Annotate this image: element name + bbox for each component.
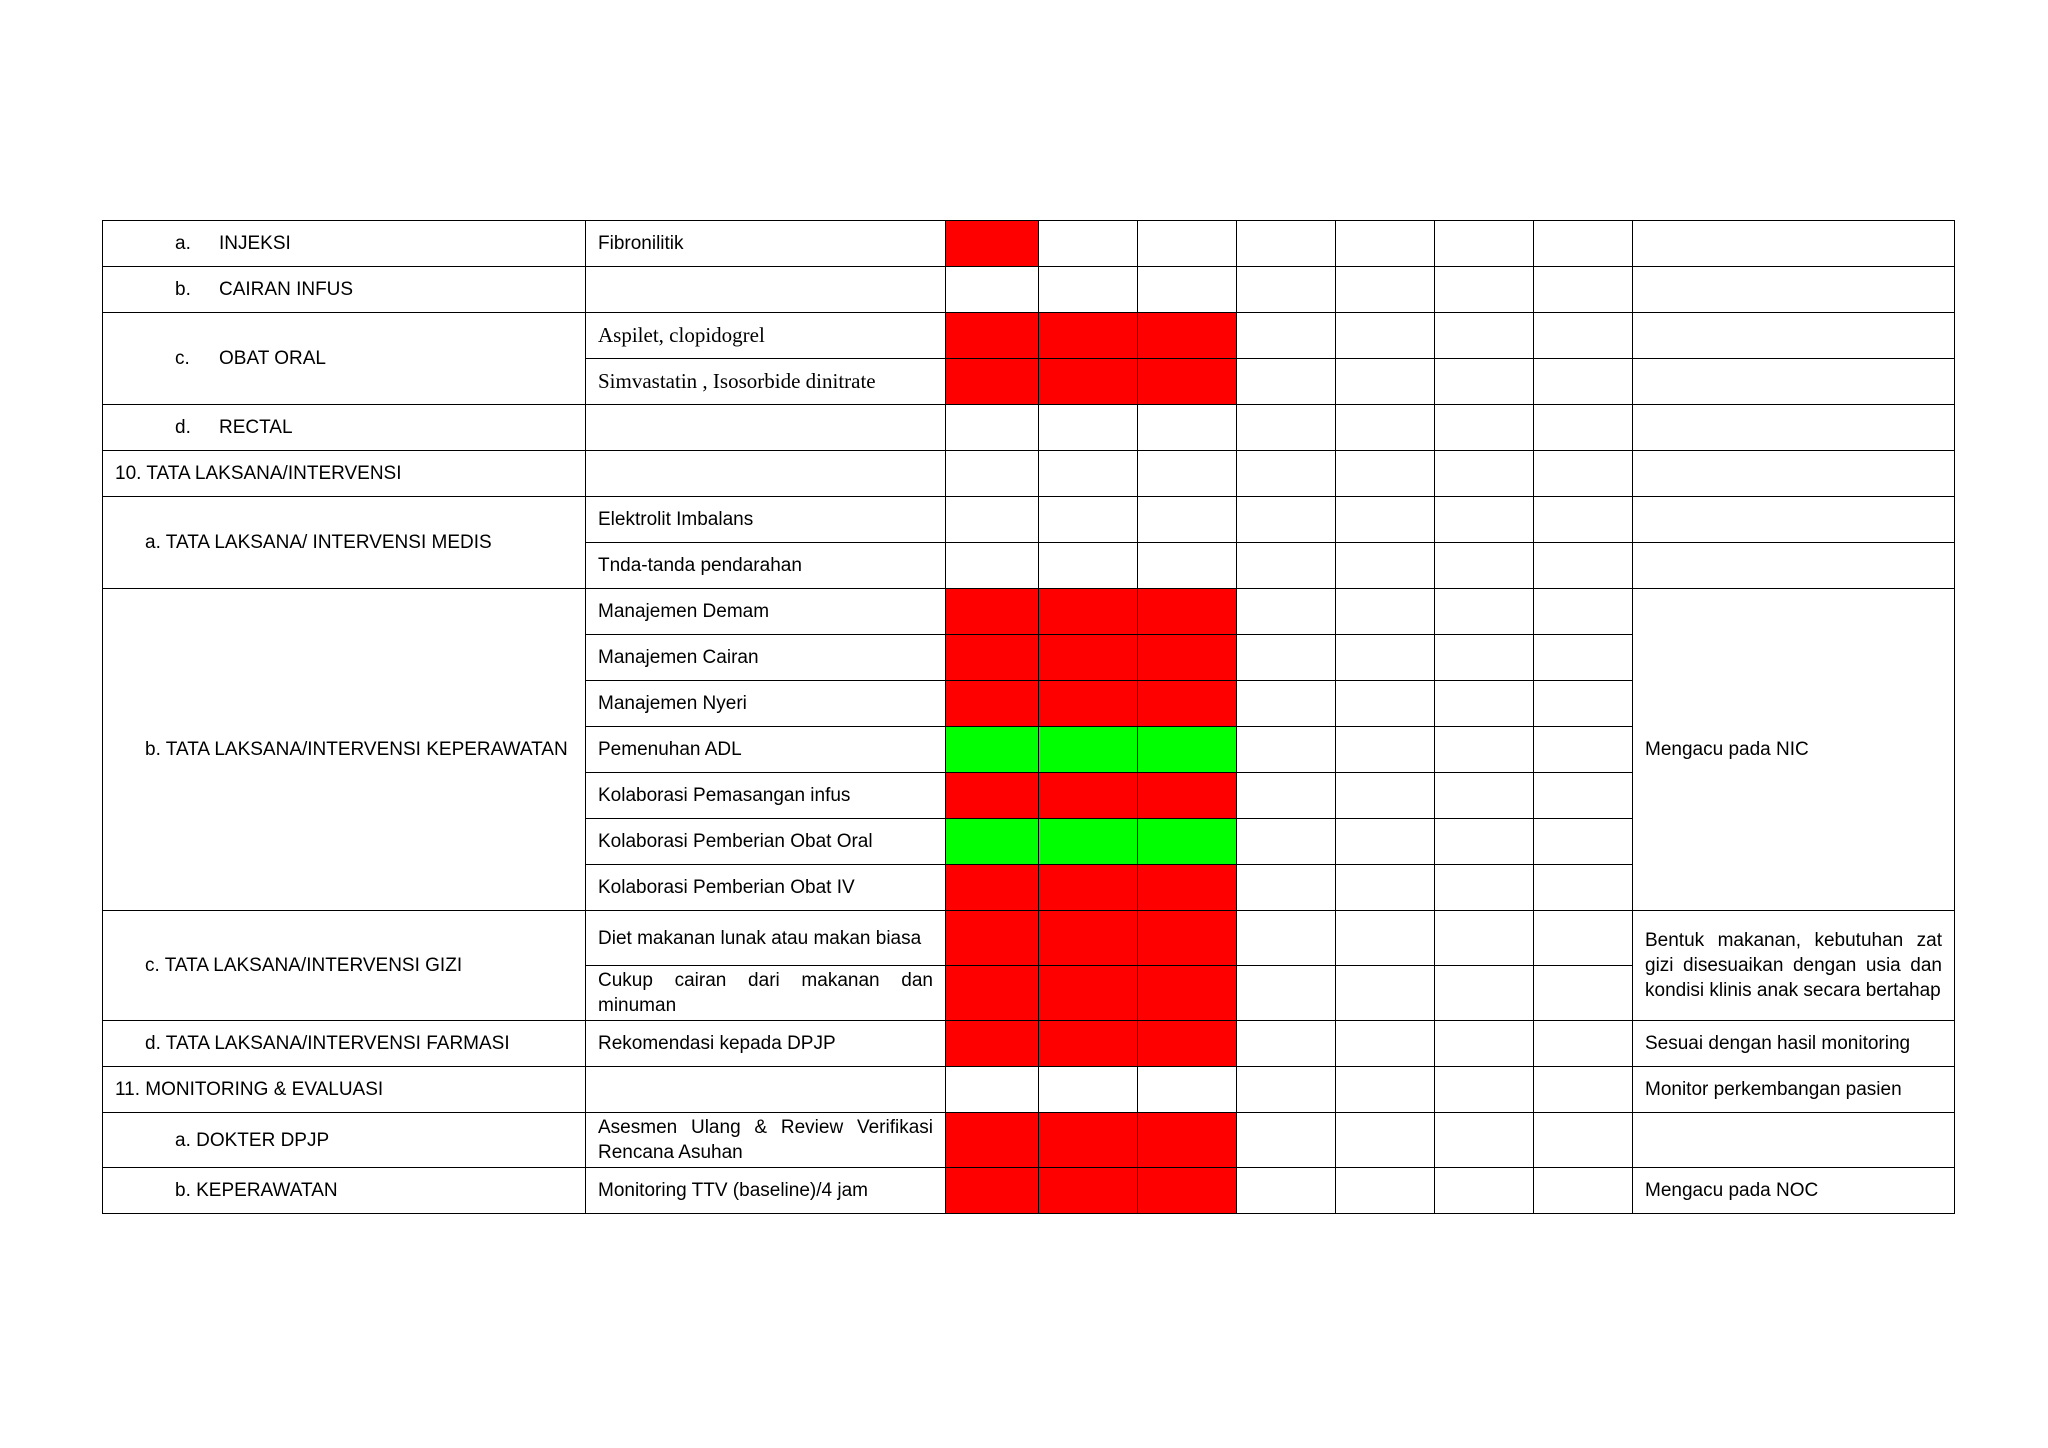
table-row (103, 1021, 1955, 1067)
day-cell (946, 865, 1039, 911)
day-cell (1336, 451, 1435, 497)
day-cell (1138, 1021, 1237, 1067)
note-cell (1633, 497, 1955, 543)
item-cell: Tnda-tanda pendarahan (586, 543, 946, 589)
day-cell (1336, 543, 1435, 589)
day-cell (1039, 819, 1138, 865)
day-cell (1534, 819, 1633, 865)
day-cell (946, 221, 1039, 267)
item-cell (586, 451, 946, 497)
care-pathway-table (102, 220, 1955, 1214)
day-cell (1534, 1113, 1633, 1168)
item-cell: Pemenuhan ADL (586, 727, 946, 773)
table-row (103, 267, 1955, 313)
table-row (103, 313, 1955, 359)
row-label (103, 313, 586, 405)
row-label (103, 405, 586, 451)
day-cell (1534, 543, 1633, 589)
table-row (103, 911, 1955, 966)
note-cell (1633, 543, 1955, 589)
item-cell: Aspilet, clopidogrel (586, 313, 946, 359)
day-cell (1534, 727, 1633, 773)
day-cell (1138, 1067, 1237, 1113)
note-cell (1633, 451, 1955, 497)
day-cell (1039, 635, 1138, 681)
day-cell (1039, 267, 1138, 313)
day-cell (1138, 221, 1237, 267)
table-row (103, 1067, 1955, 1113)
day-cell (1336, 773, 1435, 819)
day-cell (1237, 267, 1336, 313)
day-cell (1336, 681, 1435, 727)
day-cell (1138, 911, 1237, 966)
item-cell (586, 1067, 946, 1113)
table-row (103, 1113, 1955, 1168)
day-cell (1336, 313, 1435, 359)
day-cell (1435, 635, 1534, 681)
item-cell: Kolaborasi Pemberian Obat Oral (586, 819, 946, 865)
day-cell (1138, 359, 1237, 405)
day-cell (1534, 497, 1633, 543)
day-cell (1336, 1021, 1435, 1067)
day-cell (1435, 1021, 1534, 1067)
day-cell (1534, 359, 1633, 405)
day-cell (946, 966, 1039, 1021)
day-cell (946, 267, 1039, 313)
row-label: a. DOKTER DPJP (103, 1113, 586, 1168)
day-cell (1039, 497, 1138, 543)
day-cell (1435, 1067, 1534, 1113)
label-text: RECTAL (219, 417, 293, 438)
table-row (103, 221, 1955, 267)
day-cell (1237, 589, 1336, 635)
day-cell (1039, 865, 1138, 911)
day-cell (946, 405, 1039, 451)
day-cell (1237, 405, 1336, 451)
day-cell (1534, 681, 1633, 727)
label-prefix: b. (175, 279, 191, 300)
label-text: INJEKSI (219, 233, 291, 254)
day-cell (1237, 819, 1336, 865)
day-cell (946, 589, 1039, 635)
day-cell (1039, 221, 1138, 267)
note-cell: Sesuai dengan hasil monitoring (1633, 1021, 1955, 1067)
table-row (103, 589, 1955, 635)
item-cell: Diet makanan lunak atau makan biasa (586, 911, 946, 966)
day-cell (1534, 589, 1633, 635)
day-cell (1435, 589, 1534, 635)
label-prefix: a. (175, 233, 191, 254)
day-cell (1138, 405, 1237, 451)
day-cell (1435, 405, 1534, 451)
day-cell (1336, 1113, 1435, 1168)
day-cell (1237, 635, 1336, 681)
day-cell (1237, 865, 1336, 911)
day-cell (1138, 635, 1237, 681)
note-cell: Mengacu pada NOC (1633, 1168, 1955, 1214)
item-cell: Fibronilitik (586, 221, 946, 267)
table-row (103, 497, 1955, 543)
day-cell (1138, 865, 1237, 911)
day-cell (1435, 543, 1534, 589)
label-text: CAIRAN INFUS (219, 279, 354, 300)
day-cell (1534, 1021, 1633, 1067)
day-cell (1435, 727, 1534, 773)
day-cell (1039, 1113, 1138, 1168)
day-cell (1237, 681, 1336, 727)
row-label (103, 267, 586, 313)
day-cell (1336, 727, 1435, 773)
day-cell (1237, 727, 1336, 773)
day-cell (1138, 267, 1237, 313)
day-cell (1138, 497, 1237, 543)
day-cell (1237, 221, 1336, 267)
day-cell (1336, 221, 1435, 267)
day-cell (1336, 359, 1435, 405)
day-cell (1237, 359, 1336, 405)
day-cell (1039, 966, 1138, 1021)
day-cell (1039, 727, 1138, 773)
day-cell (1534, 221, 1633, 267)
day-cell (1336, 405, 1435, 451)
day-cell (1534, 451, 1633, 497)
day-cell (1336, 865, 1435, 911)
day-cell (946, 543, 1039, 589)
day-cell (1237, 497, 1336, 543)
day-cell (1039, 911, 1138, 966)
day-cell (1237, 1113, 1336, 1168)
day-cell (1435, 865, 1534, 911)
day-cell (1435, 773, 1534, 819)
day-cell (1534, 865, 1633, 911)
day-cell (946, 681, 1039, 727)
day-cell (1336, 1067, 1435, 1113)
item-cell: Rekomendasi kepada DPJP (586, 1021, 946, 1067)
day-cell (1336, 267, 1435, 313)
day-cell (1138, 451, 1237, 497)
day-cell (1237, 1067, 1336, 1113)
item-cell (586, 405, 946, 451)
item-cell: Manajemen Cairan (586, 635, 946, 681)
day-cell (1534, 966, 1633, 1021)
note-cell (1633, 313, 1955, 359)
day-cell (1039, 589, 1138, 635)
day-cell (1138, 773, 1237, 819)
note-cell: Bentuk makanan, kebutuhan zat gizi disesuaikan dengan usia dan kondisi klinis anak secara bertahap (1633, 911, 1955, 1021)
section-heading: 10. TATA LAKSANA/INTERVENSI (103, 451, 586, 497)
row-label: b. KEPERAWATAN (103, 1168, 586, 1214)
day-cell (1534, 911, 1633, 966)
day-cell (946, 727, 1039, 773)
day-cell (1435, 681, 1534, 727)
day-cell (1435, 497, 1534, 543)
day-cell (946, 497, 1039, 543)
day-cell (946, 451, 1039, 497)
day-cell (1534, 313, 1633, 359)
item-cell: Elektrolit Imbalans (586, 497, 946, 543)
section-heading: 11. MONITORING & EVALUASI (103, 1067, 586, 1113)
item-cell: Kolaborasi Pemberian Obat IV (586, 865, 946, 911)
day-cell (946, 773, 1039, 819)
day-cell (1435, 451, 1534, 497)
day-cell (1336, 1168, 1435, 1214)
day-cell (946, 1021, 1039, 1067)
item-cell: Manajemen Demam (586, 589, 946, 635)
day-cell (1435, 1168, 1534, 1214)
day-cell (946, 911, 1039, 966)
day-cell (1138, 1113, 1237, 1168)
item-cell: Simvastatin , Isosorbide dinitrate (586, 359, 946, 405)
note-cell: Monitor perkembangan pasien (1633, 1067, 1955, 1113)
day-cell (1039, 405, 1138, 451)
table-row (103, 1168, 1955, 1214)
day-cell (1039, 1067, 1138, 1113)
table-row (103, 405, 1955, 451)
day-cell (946, 819, 1039, 865)
day-cell (946, 359, 1039, 405)
day-cell (1435, 313, 1534, 359)
day-cell (946, 1168, 1039, 1214)
day-cell (1039, 1021, 1138, 1067)
item-cell: Monitoring TTV (baseline)/4 jam (586, 1168, 946, 1214)
day-cell (1138, 681, 1237, 727)
day-cell (1534, 1168, 1633, 1214)
day-cell (1138, 1168, 1237, 1214)
day-cell (1039, 773, 1138, 819)
day-cell (1039, 359, 1138, 405)
day-cell (1039, 313, 1138, 359)
day-cell (1435, 819, 1534, 865)
day-cell (1336, 819, 1435, 865)
day-cell (1336, 911, 1435, 966)
day-cell (1336, 966, 1435, 1021)
day-cell (1138, 966, 1237, 1021)
day-cell (1435, 1113, 1534, 1168)
day-cell (1435, 359, 1534, 405)
day-cell (1435, 221, 1534, 267)
note-cell (1633, 359, 1955, 405)
note-cell (1633, 221, 1955, 267)
note-cell (1633, 405, 1955, 451)
row-label: d. TATA LAKSANA/INTERVENSI FARMASI (103, 1021, 586, 1067)
note-cell (1633, 1113, 1955, 1168)
day-cell (1237, 1021, 1336, 1067)
day-cell (1534, 267, 1633, 313)
row-label: a. TATA LAKSANA/ INTERVENSI MEDIS (103, 497, 586, 589)
day-cell (1138, 543, 1237, 589)
day-cell (946, 313, 1039, 359)
day-cell (1039, 543, 1138, 589)
day-cell (1435, 966, 1534, 1021)
day-cell (1237, 966, 1336, 1021)
day-cell (1534, 405, 1633, 451)
day-cell (1138, 313, 1237, 359)
row-label (103, 221, 586, 267)
day-cell (1237, 773, 1336, 819)
table-row (103, 451, 1955, 497)
day-cell (1534, 1067, 1633, 1113)
item-cell (586, 267, 946, 313)
day-cell (1534, 773, 1633, 819)
day-cell (1336, 635, 1435, 681)
item-cell: Kolaborasi Pemasangan infus (586, 773, 946, 819)
day-cell (1138, 727, 1237, 773)
label-text: OBAT ORAL (219, 348, 326, 369)
row-label: b. TATA LAKSANA/INTERVENSI KEPERAWATAN (103, 589, 586, 911)
day-cell (946, 635, 1039, 681)
item-cell: Manajemen Nyeri (586, 681, 946, 727)
day-cell (1336, 589, 1435, 635)
label-prefix: d. (175, 417, 191, 438)
day-cell (1039, 451, 1138, 497)
row-label: c. TATA LAKSANA/INTERVENSI GIZI (103, 911, 586, 1021)
day-cell (1237, 543, 1336, 589)
day-cell (1336, 497, 1435, 543)
day-cell (1039, 681, 1138, 727)
label-prefix: c. (175, 348, 190, 369)
day-cell (1138, 589, 1237, 635)
day-cell (946, 1067, 1039, 1113)
item-cell: Asesmen Ulang & Review Verifikasi Rencana Asuhan (586, 1113, 946, 1168)
day-cell (946, 1113, 1039, 1168)
item-cell: Cukup cairan dari makanan dan minuman (586, 966, 946, 1021)
day-cell (1039, 1168, 1138, 1214)
day-cell (1237, 451, 1336, 497)
day-cell (1237, 1168, 1336, 1214)
day-cell (1435, 267, 1534, 313)
note-cell: Mengacu pada NIC (1633, 589, 1955, 911)
day-cell (1237, 313, 1336, 359)
day-cell (1435, 911, 1534, 966)
day-cell (1534, 635, 1633, 681)
day-cell (1138, 819, 1237, 865)
day-cell (1237, 911, 1336, 966)
note-cell (1633, 267, 1955, 313)
